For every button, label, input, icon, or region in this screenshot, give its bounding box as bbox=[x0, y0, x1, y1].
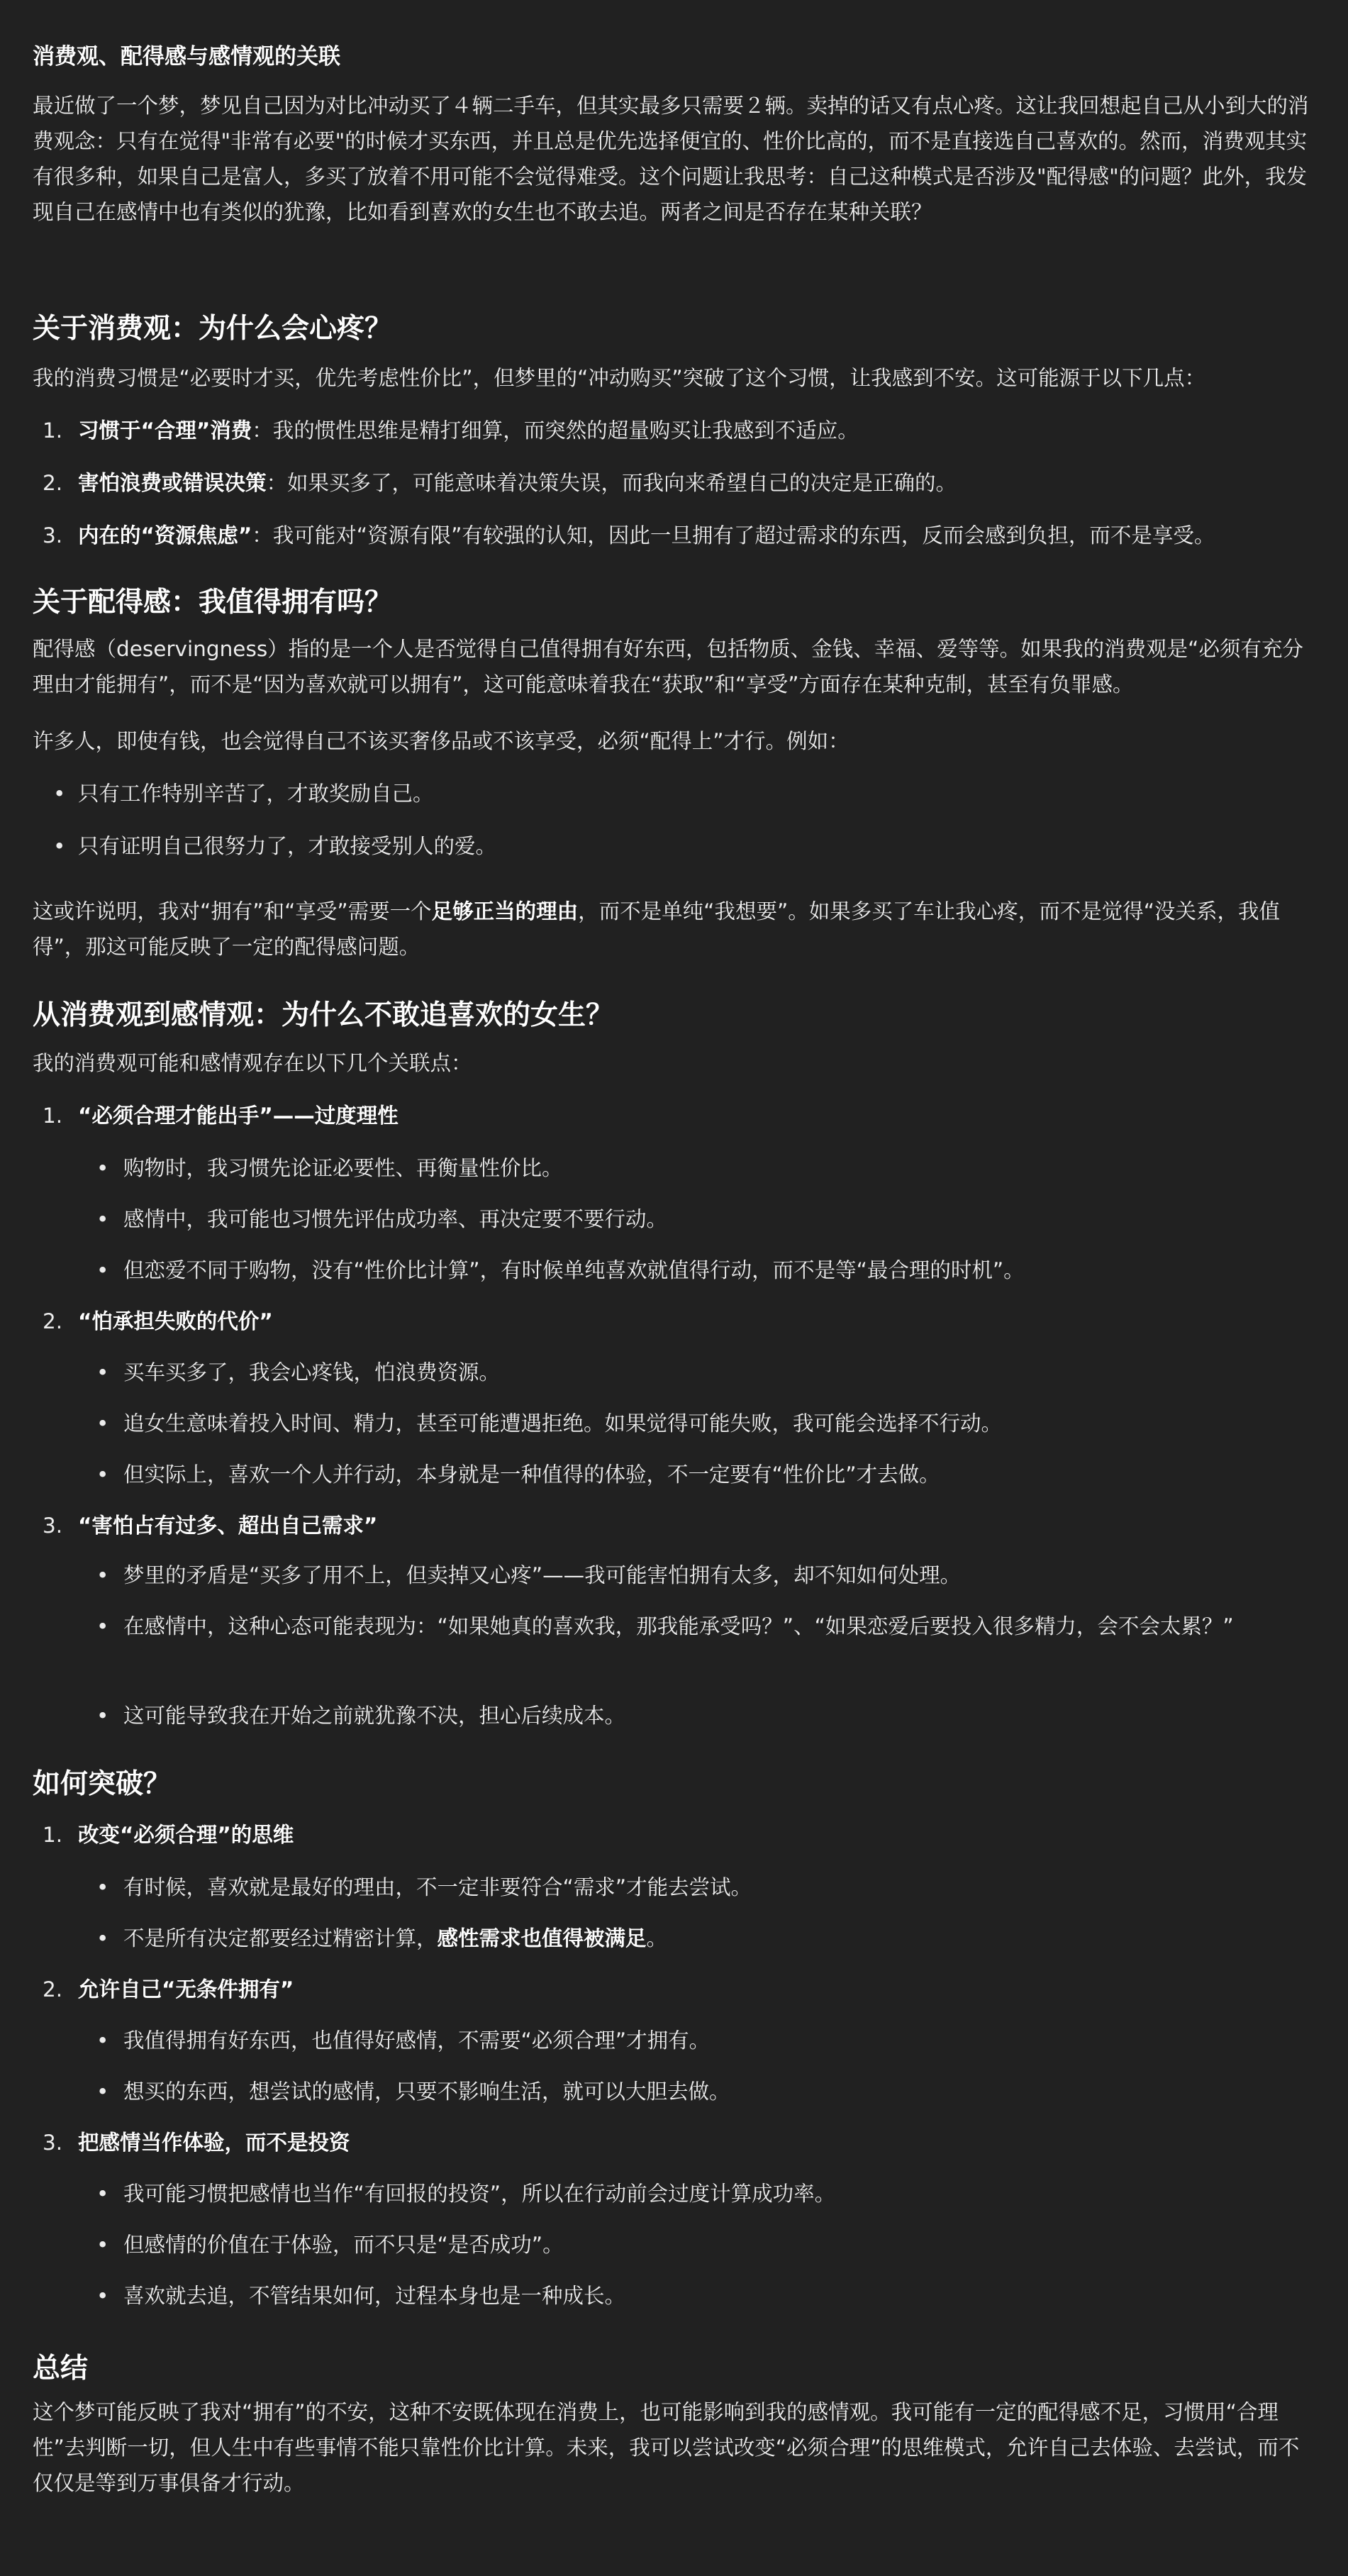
section-heading-summary: 总结 bbox=[33, 2353, 89, 2385]
list-item-title: “怕承担失败的代价” bbox=[78, 1309, 273, 1333]
list-number: 2. bbox=[43, 1309, 63, 1333]
sub-bullet: 想买的东西，想尝试的感情，只要不影响生活，就可以大胆去做。 bbox=[123, 2080, 730, 2104]
bullet-dot: • bbox=[96, 1156, 109, 1180]
list-number: 1. bbox=[43, 418, 63, 443]
intro-paragraph: 最近做了一个梦，梦见自己因为对比冲动买了４辆二手车，但其实最多只需要２辆。卖掉的话又有点心疼。这让我回想起自己从小到大的消费观念：只有在觉得"非常有必要"的时候才买东西，并且总是优先选择便宜的、性价比高的，而不是直接选自己喜欢的。然而，消费观其实有很多种，如果自己是富人，多买了放着不用可能不会觉得难受。这个问题让我思考：自己这种模式是否涉及"配得感"的问题？此外，我发现自己在感情中也有类似的犹豫，比如看到喜欢的女生也不敢去追。两者之间是否存在某种关联？ bbox=[33, 94, 1309, 224]
sub-bullet-bold: 感性需求也值得被满足 bbox=[437, 1926, 647, 1950]
bullet-item: 只有证明自己很努力了，才敢接受别人的爱。 bbox=[78, 834, 497, 858]
paragraph-bold: 足够正当的理由 bbox=[431, 899, 579, 923]
sub-bullet: 追女生意味着投入时间、精力，甚至可能遭遇拒绝。如果觉得可能失败，我可能会选择不行动。 bbox=[123, 1411, 1003, 1436]
bullet-dot: • bbox=[53, 782, 66, 806]
list-number: 3. bbox=[43, 2131, 63, 2155]
section-heading-relationship: 从消费观到感情观：为什么不敢追喜欢的女生？ bbox=[33, 999, 614, 1031]
section-heading-breakthrough: 如何突破？ bbox=[33, 1768, 172, 1800]
bullet-dot: • bbox=[96, 1207, 109, 1231]
sub-bullet: 我值得拥有好东西，也值得好感情，不需要“必须合理”才拥有。 bbox=[123, 2028, 711, 2053]
list-number: 3. bbox=[43, 1514, 63, 1538]
bullet-dot: • bbox=[96, 2233, 109, 2257]
sub-bullet: 但感情的价值在于体验，而不只是“是否成功”。 bbox=[123, 2233, 564, 2257]
section-paragraph bbox=[33, 894, 1309, 965]
sub-bullet-text: 。 bbox=[646, 1926, 668, 1950]
list-item-title: “必须合理才能出手”——过度理性 bbox=[78, 1104, 399, 1128]
sub-bullet: 但实际上，喜欢一个人并行动，本身就是一种值得的体验，不一定要有“性价比”才去做。 bbox=[123, 1462, 940, 1487]
sub-bullet bbox=[123, 1921, 1293, 1956]
list-item-bold: 习惯于“合理”消费 bbox=[78, 418, 252, 443]
list-item-bold: 内在的“资源焦虑” bbox=[78, 523, 252, 548]
section-paragraph: 我的消费习惯是“必要时才买，优先考虑性价比”，但梦里的“冲动购买”突破了这个习惯，让我感到不安。这可能源于以下几点： bbox=[33, 366, 1206, 390]
list-item-text: ：我可能对“资源有限”有较强的认知，因此一旦拥有了超过需求的东西，反而会感到负担，而不是享受。 bbox=[252, 523, 1215, 548]
paragraph-text: ，而不是单纯“我想要”。如果多买了车让我心疼，而不是觉得“没关系，我值得”，那这可能反映了一定的配得感问题。 bbox=[33, 899, 1281, 959]
sub-bullet: 感情中，我可能也习惯先评估成功率、再决定要不要行动。 bbox=[123, 1207, 668, 1231]
list-number: 2. bbox=[43, 471, 63, 495]
section-paragraph: 许多人，即使有钱，也会觉得自己不该买奢侈品或不该享受，必须“配得上”才行。例如： bbox=[33, 729, 850, 753]
section-heading-deservingness: 关于配得感：我值得拥有吗？ bbox=[33, 587, 393, 618]
bullet-dot: • bbox=[96, 2028, 109, 2053]
list-number: 2. bbox=[43, 1977, 63, 2002]
bullet-dot: • bbox=[96, 1614, 109, 1638]
list-item-text: ：如果买多了，可能意味着决策失误，而我向来希望自己的决定是正确的。 bbox=[266, 471, 957, 495]
sub-bullet: 购物时，我习惯先论证必要性、再衡量性价比。 bbox=[123, 1156, 563, 1180]
list-item-title: 允许自己“无条件拥有” bbox=[78, 1977, 294, 2002]
section-paragraph: 配得感（deservingness）指的是一个人是否觉得自己值得拥有好东西，包括物质、金钱、幸福、爱等等。如果我的消费观是“必须有充分理由才能拥有”，而不是“因为喜欢就可以拥有”，这可能意味着我在“获取”和“享受”方面存在某种克制，甚至有负罪感。 bbox=[33, 637, 1303, 696]
list-item bbox=[78, 518, 1215, 553]
bullet-dot: • bbox=[96, 1926, 109, 1950]
list-item-title: 把感情当作体验，而不是投资 bbox=[78, 2131, 350, 2155]
bullet-dot: • bbox=[96, 2182, 109, 2206]
list-item bbox=[78, 465, 957, 501]
summary-paragraph: 这个梦可能反映了我对“拥有”的不安，这种不安既体现在消费上，也可能影响到我的感情观。我可能有一定的配得感不足，习惯用“合理性”去判断一切，但人生中有些事情不能只靠性价比计算。未来，我可以尝试改变“必须合理”的思维模式，允许自己去体验、去尝试，而不仅仅是等到万事俱备才行动。 bbox=[33, 2400, 1300, 2495]
document-title: 消费观、配得感与感情观的关联 bbox=[33, 44, 340, 70]
list-item-bold: 害怕浪费或错误决策 bbox=[78, 471, 267, 495]
sub-bullet: 梦里的矛盾是“买多了用不上，但卖掉又心疼”——我可能害怕拥有太多，却不知如何处理。 bbox=[123, 1563, 962, 1587]
list-number: 3. bbox=[43, 523, 63, 548]
bullet-dot: • bbox=[96, 1875, 109, 1899]
section-heading-consumption: 关于消费观：为什么会心疼？ bbox=[33, 313, 393, 345]
bullet-dot: • bbox=[96, 2080, 109, 2104]
bullet-dot: • bbox=[96, 2284, 109, 2308]
bullet-item: 只有工作特别辛苦了，才敢奖励自己。 bbox=[78, 782, 434, 806]
sub-bullet: 买车买多了，我会心疼钱，怕浪费资源。 bbox=[123, 1360, 501, 1384]
section-paragraph: 我的消费观可能和感情观存在以下几个关联点： bbox=[33, 1051, 472, 1075]
bullet-dot: • bbox=[53, 834, 66, 858]
sub-bullet: 在感情中，这种心态可能表现为：“如果她真的喜欢我，那我能承受吗？”、“如果恋爱后要投入很多精力，会不会太累？” bbox=[123, 1614, 1234, 1638]
sub-bullet: 我可能习惯把感情也当作“有回报的投资”，所以在行动前会过度计算成功率。 bbox=[123, 2182, 836, 2206]
sub-bullet: 但恋爱不同于购物，没有“性价比计算”，有时候单纯喜欢就值得行动，而不是等“最合理的时机”。 bbox=[123, 1258, 1025, 1282]
sub-bullet-text: 不是所有决定都要经过精密计算， bbox=[123, 1926, 438, 1950]
sub-bullet: 喜欢就去追，不管结果如何，过程本身也是一种成长。 bbox=[123, 2284, 626, 2308]
bullet-dot: • bbox=[96, 1563, 109, 1587]
bullet-dot: • bbox=[96, 1704, 109, 1728]
bullet-dot: • bbox=[96, 1462, 109, 1487]
list-item-title: 改变“必须合理”的思维 bbox=[78, 1823, 294, 1847]
list-number: 1. bbox=[43, 1104, 63, 1128]
list-item-title: “害怕占有过多、超出自己需求” bbox=[78, 1514, 378, 1538]
list-item-text: ：我的惯性思维是精打细算，而突然的超量购买让我感到不适应。 bbox=[252, 418, 859, 443]
bullet-dot: • bbox=[96, 1360, 109, 1384]
bullet-dot: • bbox=[96, 1258, 109, 1282]
sub-bullet: 有时候，喜欢就是最好的理由，不一定非要符合“需求”才能去尝试。 bbox=[123, 1875, 752, 1899]
list-item bbox=[78, 413, 859, 448]
paragraph-text: 这或许说明，我对“拥有”和“享受”需要一个 bbox=[33, 899, 432, 923]
bullet-dot: • bbox=[96, 1411, 109, 1436]
list-number: 1. bbox=[43, 1823, 63, 1847]
sub-bullet: 这可能导致我在开始之前就犹豫不决，担心后续成本。 bbox=[123, 1704, 626, 1728]
